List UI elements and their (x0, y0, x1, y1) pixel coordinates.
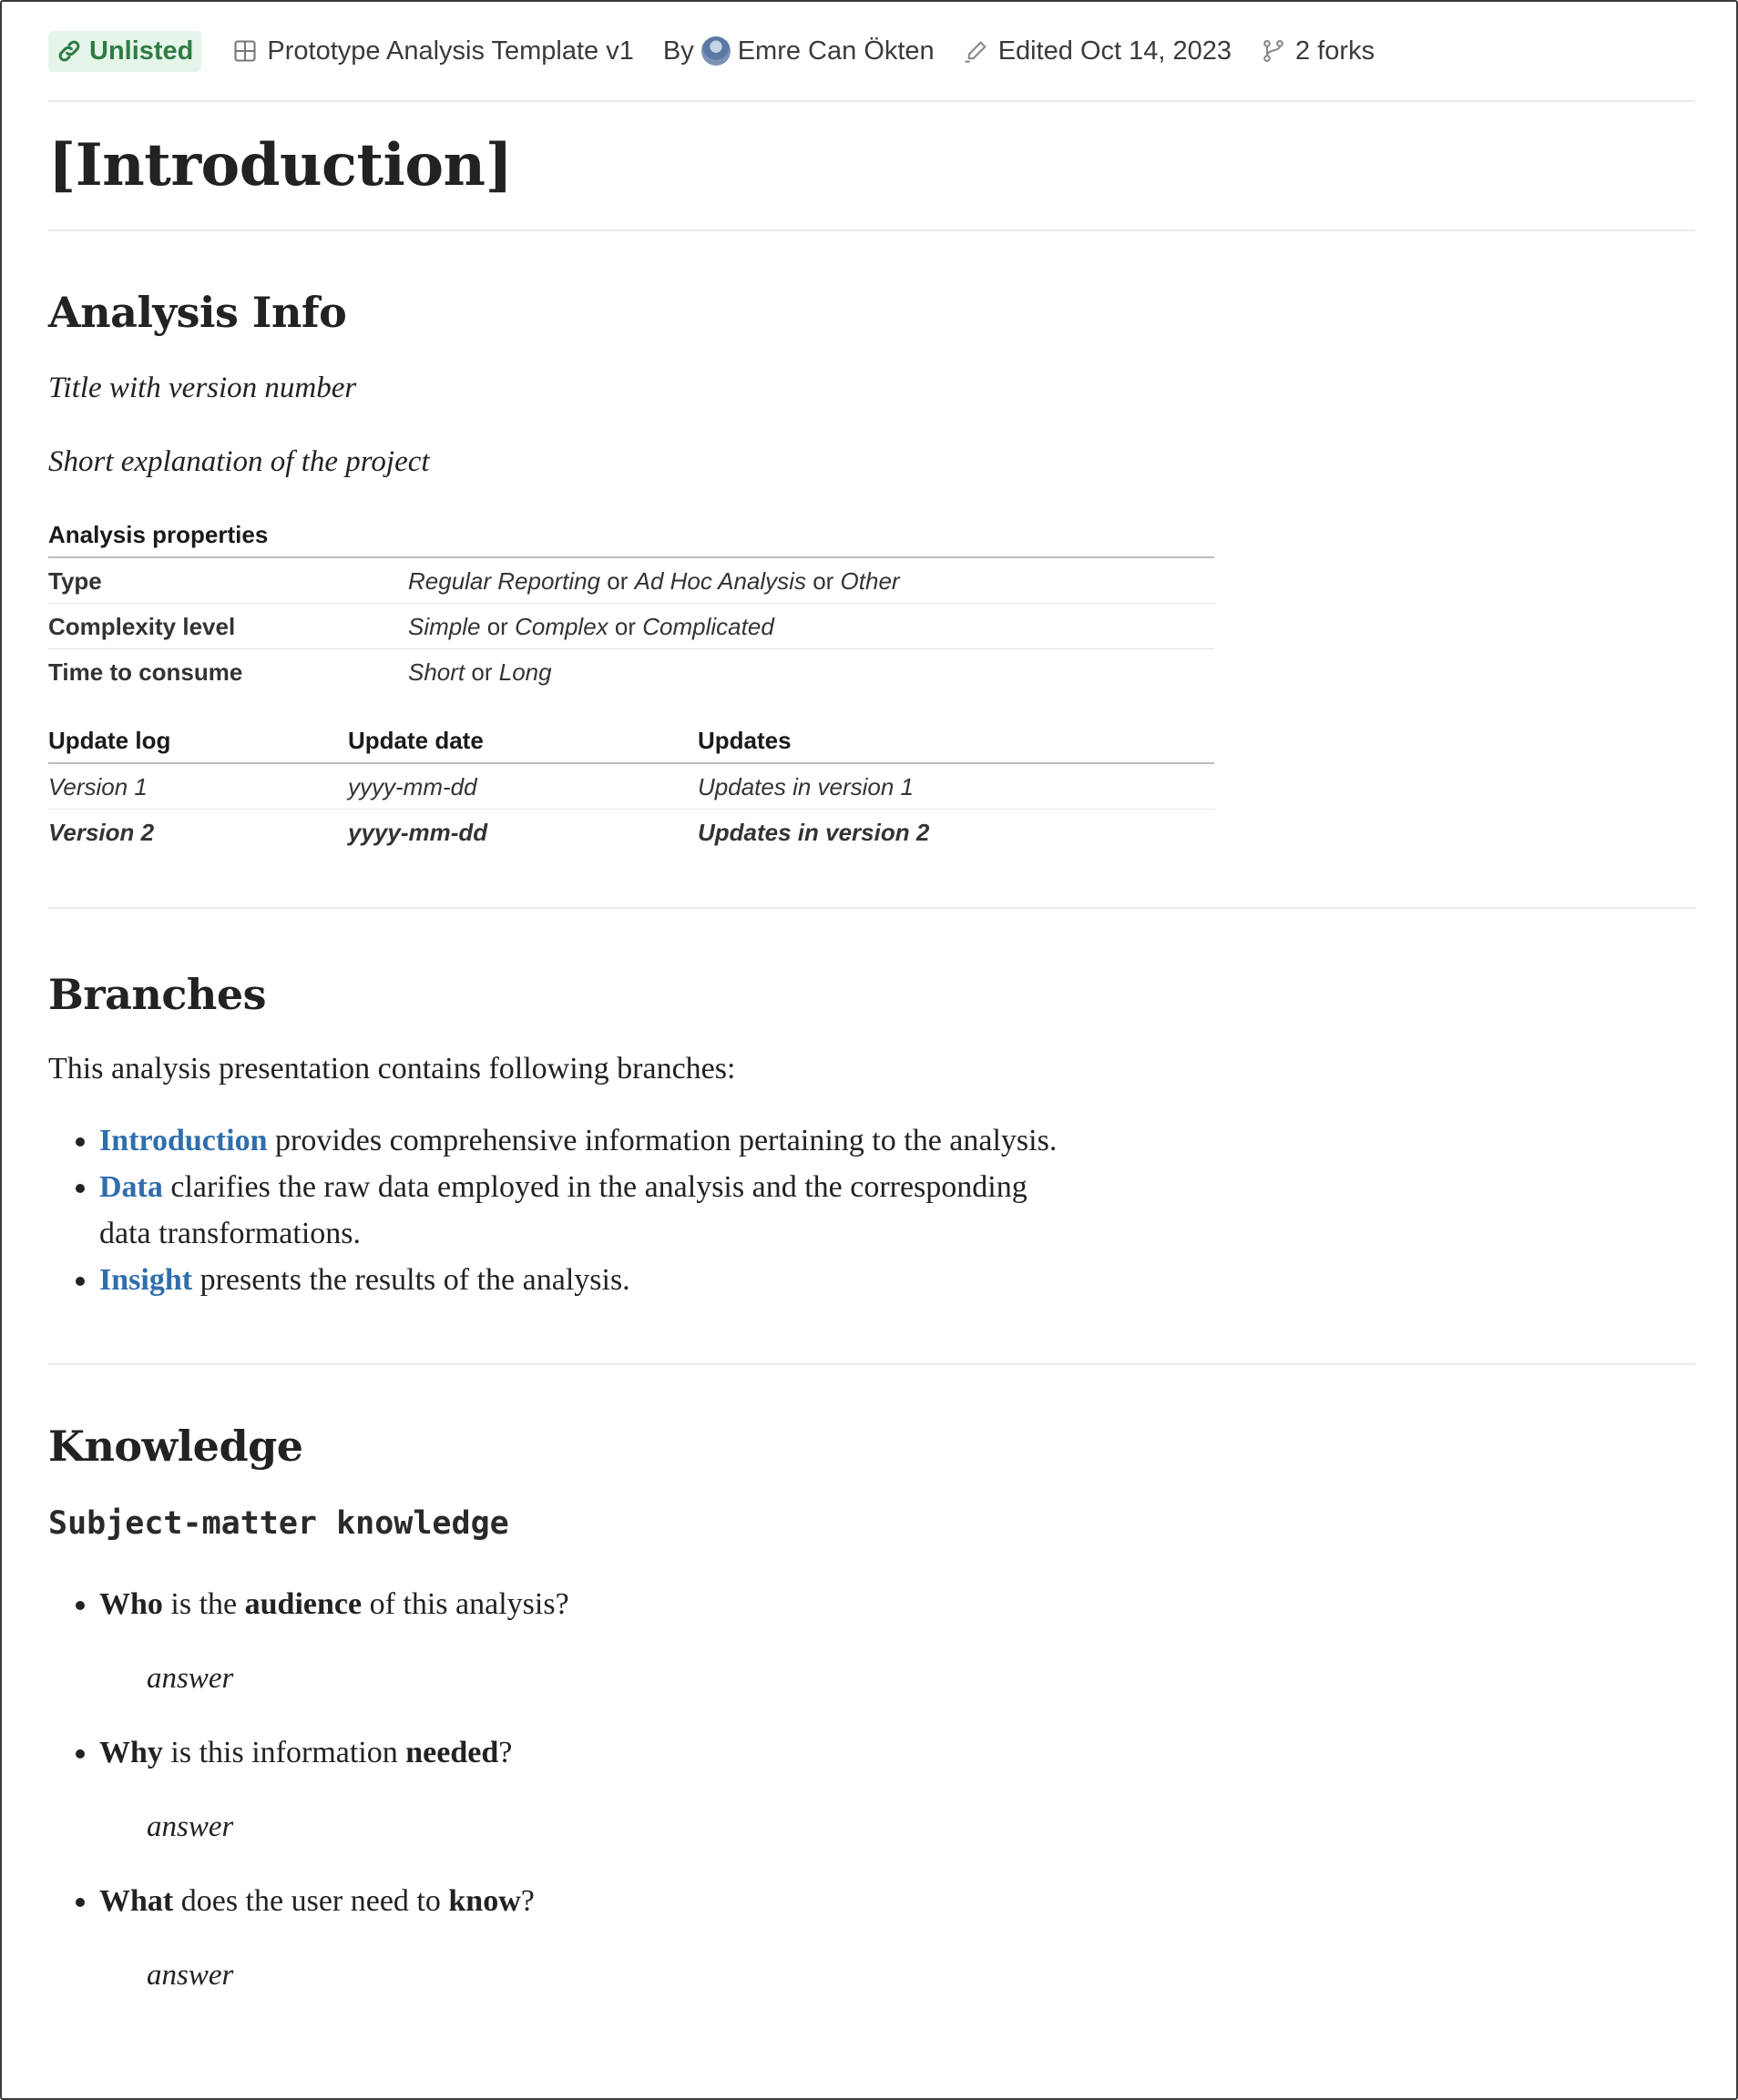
template-link[interactable] (232, 36, 633, 66)
branch-link-data[interactable]: Data (99, 1170, 163, 1204)
separator: or (607, 567, 629, 595)
question-word: What (99, 1884, 174, 1918)
date-cell: yyyy-mm-dd (348, 763, 698, 810)
date-cell: yyyy-mm-dd (348, 819, 488, 846)
option: Complex (515, 613, 608, 640)
property-value (408, 557, 1214, 604)
option: Regular Reporting (408, 567, 601, 595)
branches-intro: This analysis presentation contains following branches: (48, 1052, 736, 1086)
separator: or (614, 613, 637, 640)
author-info[interactable] (663, 36, 935, 66)
separator: or (486, 613, 508, 640)
question-list (48, 1736, 1695, 1770)
updates-cell: Updates in version 1 (698, 763, 1214, 810)
link-icon (56, 38, 82, 64)
visibility-label: Unlisted (89, 36, 194, 66)
author-name: Emre Can Ökten (737, 36, 935, 66)
analysis-properties-table (48, 521, 1214, 694)
properties-header: Analysis properties (48, 521, 1214, 557)
question-word: Who (99, 1587, 163, 1621)
forks-count: 2 forks (1295, 36, 1375, 66)
column-header: Updates (698, 727, 1214, 763)
property-key: Complexity level (48, 604, 408, 649)
edited-date: Edited Oct 14, 2023 (997, 36, 1232, 66)
question-text: of this analysis? (362, 1587, 569, 1621)
short-explanation-placeholder: Short explanation of the project (48, 445, 430, 478)
column-header: Update log (48, 727, 348, 763)
knowledge-heading: Knowledge (48, 1422, 303, 1471)
forks-info[interactable] (1261, 36, 1375, 66)
question-text: is the (162, 1587, 245, 1621)
property-key: Type (48, 557, 408, 604)
question-item (99, 1587, 1695, 1622)
property-value (408, 649, 1214, 695)
table-row (48, 557, 1214, 604)
option: Ad Hoc Analysis (634, 567, 806, 595)
table-row (48, 763, 1214, 810)
question-text: is this information (162, 1736, 406, 1769)
template-name: Prototype Analysis Template v1 (267, 36, 634, 66)
answer-placeholder: answer (147, 1959, 234, 1992)
branch-desc-continued: data transformations. (99, 1217, 362, 1250)
branch-desc: clarifies the raw data employed in the analysis and the corresponding (162, 1170, 1027, 1204)
answer-placeholder: answer (147, 1810, 234, 1843)
edited-info[interactable] (964, 36, 1232, 66)
list-item (99, 1117, 1695, 1164)
question-item (99, 1884, 1695, 1919)
updates-cell: Updates in version 2 (698, 819, 930, 846)
table-row (48, 810, 1214, 855)
table-row (48, 604, 1214, 649)
question-keyword: audience (244, 1587, 363, 1621)
question-word: Why (99, 1736, 163, 1769)
branch-desc: presents the results of the analysis. (192, 1263, 630, 1297)
question-keyword: know (448, 1884, 521, 1918)
column-header: Update date (348, 727, 698, 763)
title-placeholder: Title with version number (48, 372, 357, 404)
answer-placeholder: answer (147, 1662, 234, 1695)
branch-link-insight[interactable]: Insight (99, 1263, 193, 1297)
meta-bar (48, 2, 1695, 102)
version-cell: Version 1 (48, 763, 348, 810)
page-title: [Introduction] (48, 102, 1695, 231)
table-row (48, 649, 1214, 695)
property-key: Time to consume (48, 658, 243, 686)
branches-heading: Branches (48, 970, 266, 1019)
list-item (99, 1257, 1695, 1303)
template-icon (232, 38, 258, 64)
branches-list (48, 1117, 1695, 1303)
property-value (408, 604, 1214, 649)
option: Long (498, 658, 552, 686)
question-text: ? (498, 1736, 513, 1769)
separator: or (471, 658, 493, 686)
branch-desc: provides comprehensive information pertaining to the analysis. (267, 1124, 1058, 1157)
option: Complicated (642, 613, 774, 640)
analysis-info-heading: Analysis Info (48, 288, 347, 337)
question-item (99, 1736, 1695, 1770)
visibility-badge[interactable] (48, 31, 201, 72)
subject-matter-heading: Subject-matter knowledge (48, 1505, 509, 1542)
version-cell: Version 2 (48, 819, 155, 846)
option: Other (840, 567, 900, 595)
by-label: By (662, 36, 694, 66)
fork-icon (1261, 37, 1286, 65)
list-item (99, 1164, 1695, 1257)
pencil-icon (964, 38, 989, 64)
avatar (701, 36, 731, 66)
question-keyword: needed (405, 1736, 499, 1769)
separator: or (813, 567, 834, 595)
option: Simple (408, 613, 481, 640)
question-list (48, 1884, 1695, 1919)
question-text: does the user need to (173, 1884, 449, 1918)
question-list (48, 1587, 1695, 1622)
update-log-table (48, 727, 1214, 854)
branch-link-introduction[interactable]: Introduction (99, 1124, 268, 1157)
question-text: ? (520, 1884, 535, 1918)
option: Short (408, 658, 465, 686)
document-content (48, 2, 1695, 1993)
